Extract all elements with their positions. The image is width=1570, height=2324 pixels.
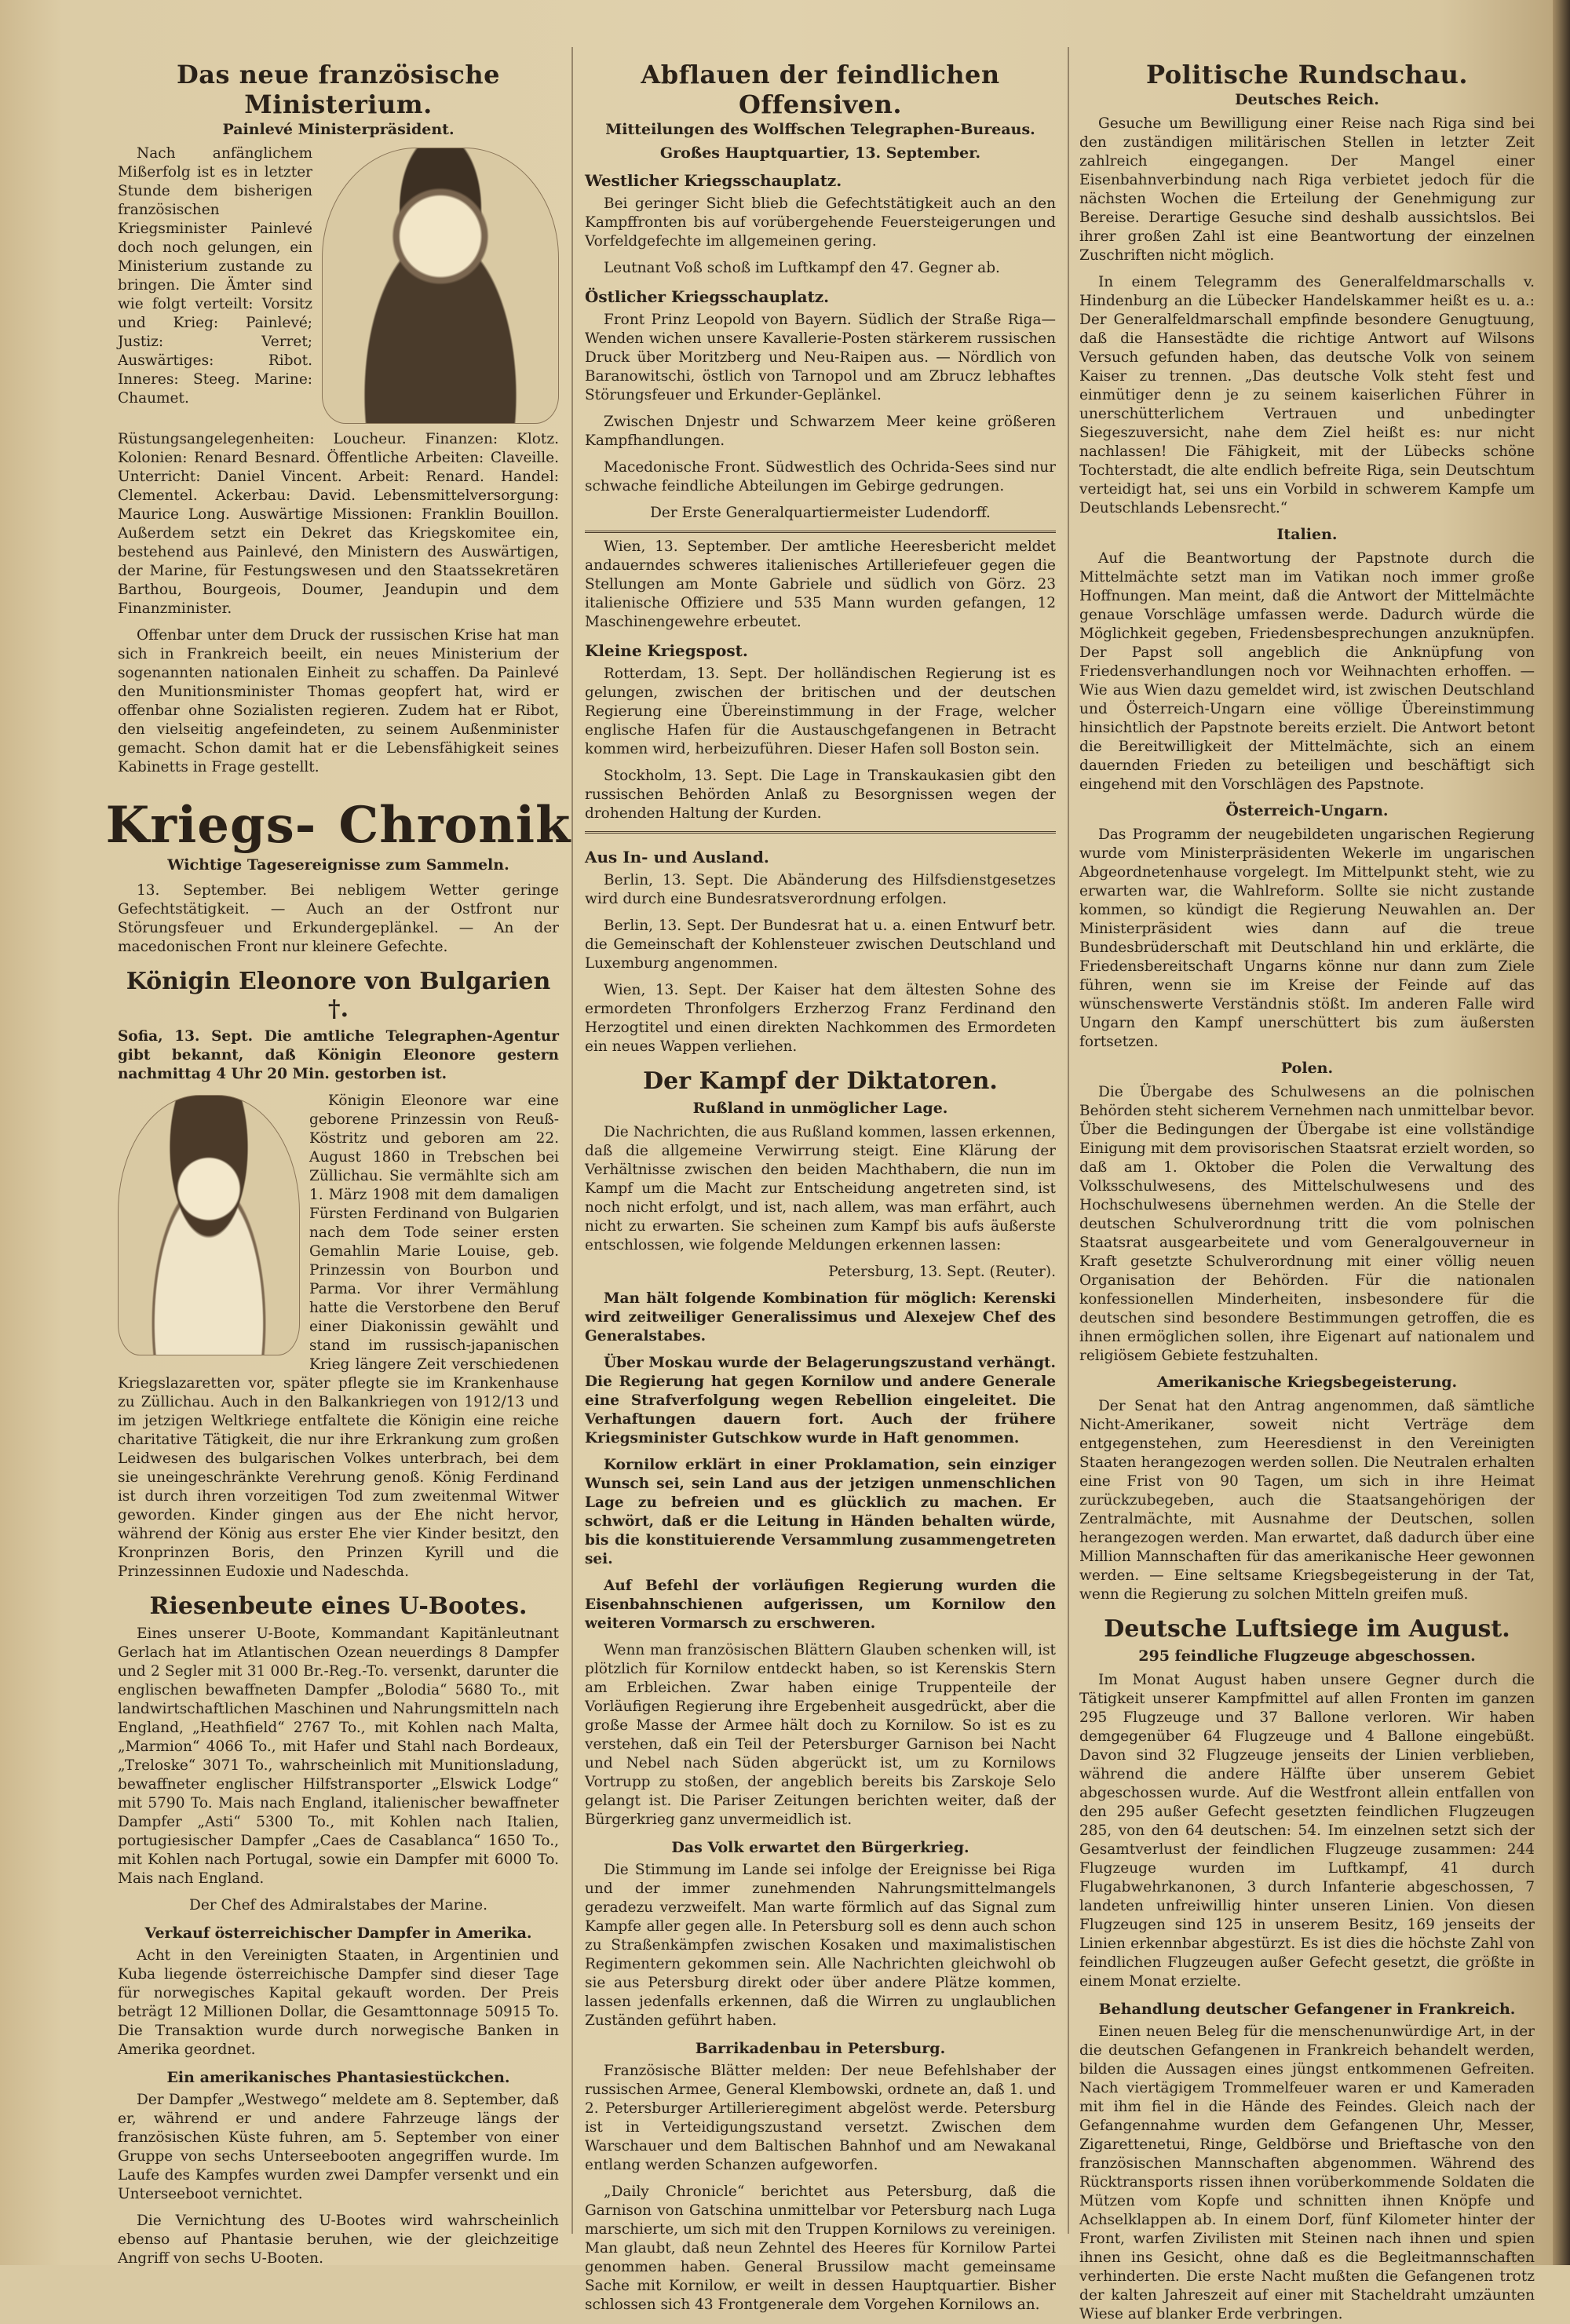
article-source: Mitteilungen des Wolffschen Telegraphen-Bureaus. [605,121,1035,138]
section-title: Italien. [1276,526,1338,543]
diktatoren-dateline: Petersburg, 13. Sept. (Reuter). [828,1264,1056,1280]
column-middle [585,55,1056,2313]
verkauf-paragraph: Acht in den Vereinigten Staaten, in Argentinien und Kuba liegende österreichische Dampfer sind dieser Tage für norwegisches Kapital gekauft worden. Der Preis beträgt 12 Millionen Dollar, die Gesamttonnage 50915 To. Die Transaktion wurde durch norwegische Banken in Amerika geordnet. [118,1947,559,2058]
luftsiege-paragraph: Im Monat August haben unsere Gegner durch die Tätigkeit unserer Kampfmittel auf allen Fronten im ganzen 295 Flugzeuge und 37 Ballone verloren. Wir haben demgegenüber 64 Flugzeuge und 4 Ballone eingebüßt. Davon sind 32 Flugzeuge jenseits der Linien verblieben, während die andere Hälfte über unserem Gebiet abgeschossen wurde. Auf die Westfront allein entfallen von den 295 außer Gefecht gesetzten feindlichen Flugzeugen 285, von den 64 deutschen: 54. Im einzelnen setzt sich der Gesamtverlust der feindlichen Flugzeuge zusammen: 244 Flugzeuge wurden im Luftkampf, 41 durch Flugabwehrkanonen, 3 durch Infanterie abgeschossen, 7 landeten unfreiwillig hinter unseren Linien. Von diesen Flugzeugen sind 125 in unserem Besitz, 169 jenseits der Linien erkennbar abgestürzt. Es ist dies die höchste Zahl von feindlichen Flugzeugen außer Gefecht gesetzt, die größte in einem Monat erzielte. [1079,1672,1535,1990]
kleine-kriegspost-title: Kleine Kriegspost. [585,641,748,660]
west-title: Westlicher Kriegsschauplatz. [585,171,842,190]
section-title: Österreich-Ungarn. [1225,802,1389,819]
amerika-paragraph: Der Senat hat den Antrag angenommen, daß sämtliche Nicht-Amerikaner, soweit nicht Verträge dem entgegenstehen, zum Heeresdienst in den Vereinigten Staaten herangezogen werden sollen. Die Neutralen erhalten eine Frist von 90 Tagen, um sich in ihre Heimat zurückzubegeben, auch die Staatsangehörigen der Zentralmächte, mit Ausnahme der Deutschen, sollen herangezogen werden. Man erwartet, daß dadurch über eine Million Mannschaften für das amerikanische Heer gewonnen werden. — Eine seltsame Kriegsbegeisterung in der Tat, wenn die Regierung zu solchen Mitteln greifen muß. [1079,1398,1535,1603]
luftsiege-title: Deutsche Luftsiege im August. [1104,1615,1510,1643]
diktatoren-bold-paragraph: Auf Befehl der vorläufigen Regierung wurden die Eisenbahnschienen aufgerissen, um Kornilow den weiteren Vormarsch zu erschweren. [585,1578,1056,1632]
uboot-signature: Der Chef des Admiralstabes der Marine. [189,1897,487,1914]
in-ausland-paragraph: Wien, 13. Sept. Der Kaiser hat dem ältesten Sohne des ermordeten Thronfolgers Erzherzog Franz Ferdinand den Herzogtitel und einen direkten Nachkommen des Ermordeten ein neues Wappen verliehen. [585,982,1056,1055]
article-paragraph: Offenbar unter dem Druck der russischen Krise hat man sich in Frankreich beeilt, ein neues Ministerium der sogenannten nationalen Einheit zu schaffen. Da Painlevé den Munitionsminister Thomas geopfert hat, wird er offenbar ohne Sozialisten regieren. Zudem hat er Ribot, den vielseitig angefeindeten, zu seinem Außenminister gemacht. Schon damit hat er die Lebensfähigkeit seines Kabinetts in Frage gestellt. [118,627,559,775]
diktatoren-paragraph: Wenn man französischen Blättern Glauben schenken will, ist plötzlich für Kornilow entdeckt haben, so ist Kerenskis Stern am Erbleichen. Zwar haben einige Truppenteile der Vorläufigen Regierung ihre Ergebenheit ausgedrückt, aber die große Masse der Armee hält doch zu Kornilow. So ist es zu verstehen, daß ein Teil der Petersburger Garnison bei Nacht und Nebel nach Süden abgerückt ist, um zu Kornilows Vortrupp zu stoßen, der angeblich bereits bis Zarskoje Selo gelangt ist. Die Pariser Zeitungen berichten weiter, daß der Bürgerkrieg ganz unvermeidlich ist. [585,1642,1056,1828]
column-left [105,55,571,2267]
volk-title: Das Volk erwartet den Bürgerkrieg. [671,1839,969,1856]
queen-obituary-title: Königin Eleonore von Bulgarien †. [126,968,551,1023]
kriegs-word: Kriegs- [105,796,317,855]
italien-paragraph: Auf die Beantwortung der Papstnote durch die Mittelmächte setzt man im Vatikan noch immer große Hoffnungen. Man meint, daß die Antwort der Mittelmächte genaue Vorschläge umfassen werde. Dadurch würde die Möglichkeit gegeben, Friedensbesprechungen anzuknüpfen. Der Papst soll angeblich die Anknüpfung von Friedensverhandlungen noch vor Weihnachten erhoffen. — Wie aus Wien dazu gemeldet wird, ist zwischen Deutschland und Österreich-Ungarn eine völlige Übereinstimmung hinsichtlich der Papstnote bereits erzielt. Die Antwort betont die Bereitwilligkeit der Mittelmächte, sich an einem dauernden Frieden zu beteiligen und beschäftigt sich eingehend mit den Vorschlägen des Papstnote. [1079,550,1535,793]
ost-title: Östlicher Kriegsschauplatz. [585,287,830,306]
section-title: Deutsches Reich. [1235,91,1379,108]
chronik-word: Chronik [338,796,571,855]
barrikaden-paragraph: „Daily Chronicle“ berichtet aus Petersburg, daß die Garnison von Gatschina unmittelbar vor Petersburg nach Luga marschierte, um sich mit den Truppen Kornilows zu vereinigen. Man glaubt, daß neun Zehntel des Heeres für Kornilow Partei genommen haben. General Brussilow macht gemeinsame Sache mit Kornilow, er weilt in dessen Hauptquartier. Bisher schlossen sich 43 Frontgenerale dem Vorgehen Kornilows an. [585,2184,1056,2313]
kriegs-chronik-header [105,796,571,855]
section-title: Polen. [1280,1060,1334,1077]
diktatoren-title: Der Kampf der Diktatoren. [643,1067,998,1095]
article-title: Politische Rundschau. [1146,60,1468,89]
gefangene-title: Behandlung deutscher Gefangener in Frankreich. [1098,2001,1516,2018]
kleine-paragraph: Stockholm, 13. Sept. Die Lage in Transkaukasien gibt den russischen Behörden Anlaß zu Besorgnissen wegen der drohenden Haltung der Kurden. [585,768,1056,822]
reich-paragraph: Gesuche um Bewilligung einer Reise nach Riga sind bei den zuständigen militärischen Stellen in letzter Zeit zahlreich eingegangen. Der Mangel einer Eisenbahnverbindung nach Riga verbietet jedoch für die nächsten Wochen die Erteilung der Genehmigung zur Bereise. Derartige Gesuche sind deshalb aussichtslos. Bei ihrer großen Zahl ist eine Beantwortung der einzelnen Zuschriften nicht möglich. [1079,115,1535,264]
barrikaden-title: Barrikadenbau in Petersburg. [695,2040,946,2057]
gefangene-paragraph: Einen neuen Beleg für die menschenunwürdige Art, in der die deutschen Gefangenen in Frankreich behandelt werden, bilden die Aussagen eines jüngst entkommenen Gefreiten. Nach viertägigem Trommelfeuer waren er und Kameraden mit ihm fiel in die Hände des Feindes. Gleich nach der Gefangennahme wurden dem Gefangenen Uhr, Messer, Zigarettenetui, Ringe, Geldbörse und Brieftasche von den französischen Mannschaften abgenommen. Während des Rücktransports rissen ihnen vorüberkommende Soldaten die Mützen vom Kopfe und schnitten ihnen Knöpfe und Achselklappen ab. In einem Dorf, fünf Kilometer hinter der Front, warfen Zivilisten mit Steinen nach ihnen und spien ihnen ins Gesicht, ohne daß es die Begleitmannschaften verhinderten. Die erste Nacht mußten die Gefangenen trotz der kalten Jahreszeit auf einer mit Stacheldraht umzäunten Wiese auf blanker Erde verbringen. [1079,2023,1535,2322]
article-title: Abflauen der feindlichen Offensiven. [641,60,1000,119]
phantasie-paragraph: Die Vernichtung des U-Bootes wird wahrscheinlich ebenso auf Phantasie beruhen, wie der gleichzeitige Angriff von sechs U-Booten. [118,2213,559,2267]
macedonia-paragraph: Macedonische Front. Südwestlich des Ochrida-Sees sind nur schwache feindliche Abteilungen im Gebirge gedrungen. [585,459,1056,494]
diktatoren-paragraph: Die Nachrichten, die aus Rußland kommen, lassen erkennen, daß die allgemeine Verwirrung steigt. Eine Klärung der Verhältnisse zwischen den beiden Machthabern, die nun im Kampf um die Macht zur Entscheidung angetreten sind, ist noch nicht erfolgt, und ist, nach allem, was man erfährt, auch nicht zu erwarten. Sie scheinen zum Kampf bis aufs äußerste entschlossen, wie folgende Meldungen erkennen lassen: [585,1124,1056,1253]
volk-paragraph: Die Stimmung im Lande sei infolge der Ereignisse bei Riga und der immer zunehmenden Nahrungsmittelmangels geradezu verzweifelt. Man warte förmlich auf das Signal zum Kampfe aller gegen alle. In Petersburg soll es denn auch schon zu Straßenkämpfen zwischen Kosaken und maximalistischen Regimentern gekommen sein. Alle Nachrichten gleichwohl ob sie aus Petersburg direkt oder über andere Plätze kommen, lassen jedenfalls erkennen, daß die Wirren zu unglaublichen Zuständen geführt haben. [585,1862,1056,2029]
in-ausland-title: Aus In- und Ausland. [585,848,769,866]
chronik-entry: 13. September. Bei nebligem Wetter geringe Gefechtstätigkeit. — Auch an der Ostfront nur Störungsfeuer und Erkundergeplänkel. — An der macedonischen Front nur kleinere Gefechte. [118,882,559,955]
column-rule [1068,47,1069,2234]
kleine-paragraph: Rotterdam, 13. Sept. Der holländischen Regierung ist es gelungen, zwischen der britischen und der deutschen Regierung eine Übereinstimmung in der Frage, welcher englische Hafen für die Austauschgefangenen in Betracht kommen wird, herbeizuführen. Dieser Hafen soll Boston sein. [585,666,1056,757]
column-right [1079,55,1535,2322]
page-edge [1553,0,1570,2265]
ost-paragraph: Front Prinz Leopold von Bayern. Südlich der Straße Riga—Wenden wichen unsere Kavallerie-Posten stärkerem russischen Druck über Moritzberg und Neu-Raipen aus. — Nördlich von Baranowitschi, östlich von Tarnopol und am Zbrucz lebhaftes Störungsfeuer und Erkunder-Geplänkel. [585,312,1056,403]
west-paragraph: Leutnant Voß schoß im Luftkampf den 47. Gegner ab. [604,260,1000,276]
section-divider [585,531,1056,538]
kriegs-chronik-tagline: Wichtige Tagesereignisse zum Sammeln. [167,856,509,874]
ost-paragraph: Zwischen Dnjestr und Schwarzem Meer keine größeren Kampfhandlungen. [585,414,1056,449]
wien-paragraph: Wien, 13. September. Der amtliche Heeresbericht meldet andauerndes schweres italienisches Artilleriefeuer gegen die Stellungen am Monte Gabriele und südlich von Görz. 23 italienische Offiziere und 535 Mann wurden gefangen, 12 Maschinengewehre erbeutet. [585,538,1056,630]
verkauf-title: Verkauf österreichischer Dampfer in Amerika. [144,1925,532,1942]
uboot-paragraph: Eines unserer U-Boote, Kommandant Kapitänleutnant Gerlach hat im Atlantischen Ozean neuerdings 8 Dampfer und 2 Segler mit 31 000 Br.-Reg.-To. versenkt, darunter die englischen bewaffneten Dampfer „Bolodia“ 5680 To., mit landwirtschaftlichen Maschinen und Nahrungsmitteln nach England, „Heathfield“ 2767 To., mit Kohlen nach Malta, „Marmion“ 4066 To., mit Hafer und Stahl nach Bordeaux, „Treloske“ 3071 To., wahrscheinlich mit Munitionsladung, bewaffneter englischer Hilfstransporter „Elswick Lodge“ mit 5790 To. Mais nach England, italienischer bewaffneter Dampfer „Asti“ 5300 To., mit Kohlen nach Italien, portugiesischer Dampfer „Caes de Casablanca“ 1650 To., mit Kohlen nach Portugal, sowie ein Dampfer mit 6000 To. Mais nach England. [118,1625,559,1887]
uboot-title: Riesenbeute eines U-Bootes. [149,1593,528,1620]
article-title: Das neue französische Ministerium. [177,60,500,119]
article-paragraph: Nach anfänglichem Mißerfolg ist es in letzter Stunde dem bisherigen französischen Kriegsminister Painlevé doch noch gelungen, ein Ministerium zustande zu bringen. Die Ämter sind wie folgt verteilt: Vorsitz und Krieg: Painlevé; Justiz: Verret; Auswärtiges: Ribot. Inneres: Steeg. Marine: Chaumet. Rüstungsangelegenheiten: Loucheur. Finanzen: Klotz. Kolonien: Renard Besnard. Öffentliche Arbeiten: Claveille. Unterricht: Daniel Vincent. Arbeit: Renard. Handel: Clementel. Ackerbau: David. Lebensmittelversorgung: Maurice Long. Auswärtige Missionen: Franklin Bouillon. Außerdem setzt ein Dekret das Kriegskomitee ein, bestehend aus Painlevé, den Ministern des Auswärtigen, der Marine, für Festungswesen und den Staatssekretären Barthou, Bourgeois, Doumer, Jeandupin und dem Finanzminister. [118,145,559,617]
reich-paragraph: In einem Telegramm des Generalfeldmarschalls v. Hindenburg an die Lübecker Handelskammer heißt es u. a.: Der Generalfeldmarschall empfinde besondere Genugtuung, daß die Hansestädte die richtige Antwort auf Wilsons Versuch gefunden haben, das deutsche Volk von seinem Kaiser zu trennen. „Das deutsche Volk steht fest und einmütiger denn je zu seinem kaiserlichen Führer in unerschütterlichem Vertrauen und unbedingter Siegeszuversicht, nahe dem Ziel heißt es: nur nicht nachlassen! Die Fähigkeit, mit der Lübecks schöne Tochterstadt, die alte endlich befreite Riga, sein Deutschtum verteidigt hat, sei uns ein Vorbild in schwerem Kampfe um Deutschlands Lebensrecht.“ [1079,274,1535,516]
in-ausland-paragraph: Berlin, 13. Sept. Die Abänderung des Hilfsdienstgesetzes wird durch eine Bundesratsverordnung erfolgen. [585,872,1056,907]
diktatoren-bold-paragraph: Man hält folgende Kombination für möglich: Kerenski wird zeitweiliger Generalissimus und Alexejew Chef des Generalstabes. [585,1290,1056,1344]
queen-dateline: Sofia, 13. Sept. Die amtliche Telegraphen-Agentur gibt bekannt, daß Königin Eleonore gestern nachmittag 4 Uhr 20 Min. gestorben ist. [118,1028,559,1082]
phantasie-paragraph: Der Dampfer „Westwego“ meldete am 8. September, daß er, während er und andere Fahrzeuge längs der französischen Küste fuhren, am 5. September von einer Gruppe von sechs Unterseebooten angegriffen wurde. Im Laufe des Kampfes wurden zwei Dampfer versenkt und ein Unterseeboot vernichtet. [118,2092,559,2202]
queen-portrait [118,1095,300,1355]
west-paragraph: Bei geringer Sicht blieb die Gefechtstätigkeit auch an den Kampffronten bis auf vorübergehende Feuersteigerungen und Vorfeldgefechte im allgemeinen gering. [585,195,1056,250]
section-title: Amerikanische Kriegsbegeisterung. [1156,1374,1458,1391]
diktatoren-bold-paragraph: Kornilow erklärt in einer Proklamation, sein einziger Wunsch sei, sein Land aus der jetzigen unmenschlichen Lage zu befreien und es glücklich zu machen. Er schwört, daß er die Leitung in Händen behalten würde, bis die konstituierende Versammlung zusammengetreten sei. [585,1457,1056,1567]
hq-dateline: Großes Hauptquartier, 13. September. [659,144,981,162]
polen-paragraph: Die Übergabe des Schulwesens an die polnischen Behörden steht sicherem Vernehmen nach unmittelbar bevor. Über die Bedingungen der Übergabe ist eine vollständige Einigung mit dem provisorischen Staatsrat erzielt worden, so daß am 1. Oktober die Polen die Verwaltung des Volksschulwesens, des Mittelschulwesens und des Hochschulwesens übernehmen werden. An die Stelle der deutschen Schulverordnung tritt die vom polnischen Staatsrat ausgearbeitete und vom Generalgouverneur in Kraft gesetzte Schulverordnung mit einer völlig neuen Organisation der Behörden. Für die nationalen konfessionellen Minderheiten, insbesondere für die deutschen sind besondere Bestimmungen getroffen, die es ihnen ermöglichen sollen, ihre Eigenart auf nationalem und religiösem Gebiete festzuhalten. [1079,1084,1535,1364]
barrikaden-paragraph: Französische Blätter melden: Der neue Befehlshaber der russischen Armee, General Klembowski, ordnete an, daß 1. und 2. Petersburger Artillerieregiment abgelöst werde. Petersburg ist in Verteidigungszustand versetzt. Zwischen dem Warschauer und dem Baltischen Bahnhof und am Newakanal entlang werden Schanzen aufgeworfen. [585,2063,1056,2173]
oesterreich-paragraph: Das Programm der neugebildeten ungarischen Regierung wurde vom Ministerpräsidenten Wekerle im ungarischen Abgeordnetenhause vorgelegt. Im Mittelpunkt steht, wie zu erwarten war, die Wahlreform. Sollte sie nicht zustande kommen, so kündigt die Regierung Neuwahlen an. Der Ministerpräsident wies dann auf die treue Bundesbrüderschaft mit Deutschland hin und erklärte, die Friedensbereitschaft Ungarns könne nur dann zum Ziele führen, wenn sie im Kreise der Feinde auf das wünschenswerte Verständnis stößt. Im anderen Falle wird Ungarn den Kampf unerschüttert bis zum äußersten fortsetzen. [1079,826,1535,1050]
column-rule [571,47,573,2234]
diktatoren-bold-paragraph: Über Moskau wurde der Belagerungszustand verhängt. Die Regierung hat gegen Kornilow und andere Generale eine Strafverfolgung wegen Rebellion eingeleitet. Die Verhaftungen dauern fort. Auch der frühere Kriegsminister Gutschkow wurde in Haft genommen. [585,1355,1056,1447]
diktatoren-subtitle: Rußland in unmöglicher Lage. [692,1100,948,1117]
in-ausland-paragraph: Berlin, 13. Sept. Der Bundesrat hat u. a. einen Entwurf betr. die Gemeinschaft der Kohlensteuer zwischen Deutschland und Luxemburg angenommen. [585,918,1056,972]
phantasie-title: Ein amerikanisches Phantasiestückchen. [166,2069,510,2086]
queen-paragraph: Königin Eleonore war eine geborene Prinzessin von Reuß-Köstritz und geboren am 22. August 1860 in Trebschen bei Züllichau. Sie vermählte sich am 1. März 1908 mit dem damaligen Fürsten Ferdinand von Bulgarien nach dem Tode seiner ersten Gemahlin Marie Louise, geb. Prinzessin von Bourbon und Parma. Vor ihrer Vermählung hatte die Verstorbene den Beruf einer Diakonissin gewählt und stand im russisch-japanischen Krieg längere Zeit verschiedenen Kriegslazaretten vor, später pflegte sie im Krankenhause zu Züllichau. Auch in den Balkankriegen von 1912/13 und im jetzigen Weltkriege entfaltete die Königin eine reiche charitative Tätigkeit, die nur ihre Erkrankung zum großen Leidwesen des bulgarischen Volkes unterbrach, bei dem sie uneingeschränkte Verehrung genoß. König Ferdinand ist durch ihren vorzeitigen Tod zum zweitenmal Witwer geworden. Kinder gingen aus der Ehe nicht hervor, während der König aus erster Ehe vier Kinder besitzt, den Kronprinzen Boris, den Prinzen Kyrill und die Prinzessinnen Eudoxie und Nadeschda. [118,1093,559,1580]
luftsiege-subtitle: 295 feindliche Flugzeuge abgeschossen. [1138,1647,1476,1665]
section-divider [585,831,1056,838]
article-subtitle: Painlevé Ministerpräsident. [222,121,455,138]
report-signature: Der Erste Generalquartiermeister Ludendorff. [650,505,991,521]
painleve-portrait [322,148,559,424]
